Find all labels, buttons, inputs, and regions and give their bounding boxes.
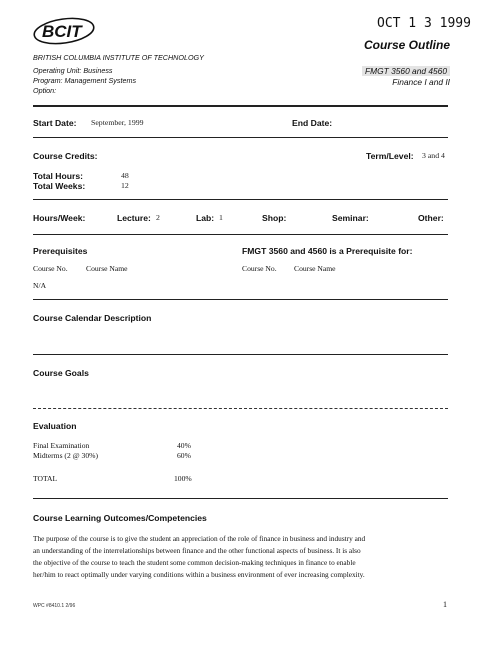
divider: [33, 299, 448, 300]
received-date-stamp: OCT 1 3 1999: [377, 16, 471, 31]
eval-total-label: TOTAL: [33, 474, 58, 483]
evaluation-heading: Evaluation: [33, 421, 77, 431]
divider: [33, 137, 448, 138]
end-date-label: End Date:: [292, 118, 333, 128]
lab-value: 1: [219, 213, 223, 222]
course-credits-label: Course Credits:: [33, 151, 98, 161]
term-level-value: 3 and 4: [422, 151, 445, 160]
option: Option:: [33, 86, 57, 95]
other-label: Other:: [418, 213, 444, 223]
eval-row-label: Midterms (2 @ 30%): [33, 451, 98, 460]
form-code: WPC #8410.1 2/96: [33, 603, 76, 609]
hours-week-label: Hours/Week:: [33, 213, 86, 223]
lecture-label: Lecture:: [117, 213, 151, 223]
total-weeks-value: 12: [121, 181, 129, 190]
prereq-value: N/A: [33, 281, 47, 290]
calendar-description-heading: Course Calendar Description: [33, 313, 152, 323]
lab-label: Lab:: [196, 213, 215, 223]
prereq-col-course-no: Course No.: [33, 264, 68, 273]
outcomes-paragraph-line: an understanding of the interrelationships between finance and the other functional aspects of business. It is also: [33, 546, 361, 555]
prereq-for-col-course-no: Course No.: [242, 264, 277, 273]
eval-row-value: 60%: [177, 451, 191, 460]
document-title: Course Outline: [363, 38, 450, 52]
term-level-label: Term/Level:: [366, 151, 414, 161]
lecture-value: 2: [156, 213, 160, 222]
prereq-for-col-course-name: Course Name: [294, 264, 336, 273]
start-date-value: September, 1999: [91, 118, 144, 127]
divider: [33, 498, 448, 499]
prerequisites-heading: Prerequisites: [33, 246, 88, 256]
bcit-logo: [32, 16, 96, 46]
seminar-label: Seminar:: [332, 213, 369, 223]
total-hours-value: 48: [121, 171, 129, 180]
eval-total-value: 100%: [174, 474, 192, 483]
start-date-label: Start Date:: [33, 118, 77, 128]
prereq-col-course-name: Course Name: [86, 264, 128, 273]
institute-name: BRITISH COLUMBIA INSTITUTE OF TECHNOLOGY: [33, 53, 204, 62]
eval-row-label: Final Examination: [33, 441, 90, 450]
divider: [33, 234, 448, 235]
divider: [33, 105, 448, 107]
outcomes-paragraph-line: her/him to react optimally under varying conditions within a business environment of ever increasing complexity.: [33, 570, 365, 579]
total-weeks-label: Total Weeks:: [33, 181, 86, 191]
course-codes: FMGT 3560 and 4560: [362, 66, 450, 76]
program: Program: Management Systems: [33, 76, 137, 85]
course-goals-heading: Course Goals: [33, 368, 89, 378]
prerequisite-for-heading: FMGT 3560 and 4560 is a Prerequisite for:: [242, 246, 413, 256]
page-number: 1: [443, 600, 447, 609]
svg-text:BCIT: BCIT: [42, 22, 82, 41]
outcomes-paragraph-line: the objective of the course to teach the student some common decision-making techniques in finance to enable: [33, 558, 356, 567]
divider: [33, 199, 448, 200]
shop-label: Shop:: [262, 213, 287, 223]
eval-row-value: 40%: [177, 441, 191, 450]
learning-outcomes-heading: Course Learning Outcomes/Competencies: [33, 513, 207, 523]
outcomes-paragraph-line: The purpose of the course is to give the student an appreciation of the role of finance in business and industry and: [33, 534, 366, 543]
total-hours-label: Total Hours:: [33, 171, 83, 181]
course-name: Finance I and II: [392, 77, 450, 87]
divider: [33, 354, 448, 355]
divider: [33, 408, 448, 409]
operating-unit: Operating Unit: Business: [33, 66, 113, 75]
